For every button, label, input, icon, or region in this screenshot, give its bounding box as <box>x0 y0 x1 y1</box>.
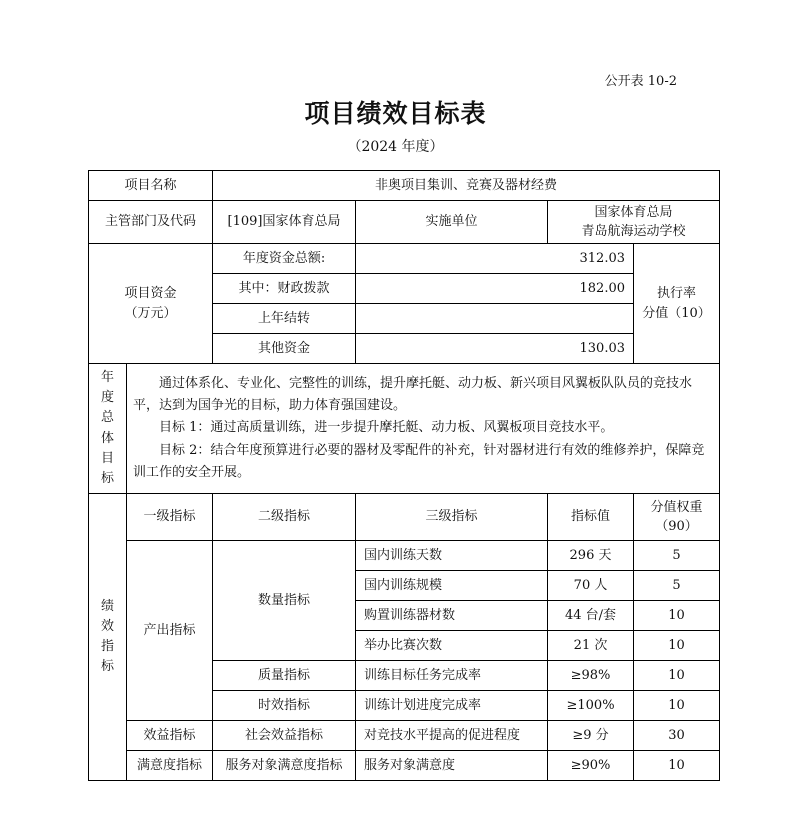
annual-goals-row <box>89 364 720 494</box>
indicator-name: 国内训练天数 <box>356 541 548 571</box>
indicator-value: ≥9 分 <box>548 721 634 751</box>
header-level2: 二级指标 <box>213 494 356 541</box>
implementing-unit-line2: 青岛航海运动学校 <box>581 224 686 239</box>
indicator-value: ≥98% <box>548 661 634 691</box>
table-row <box>89 541 720 571</box>
output-indicator-label: 产出指标 <box>127 541 213 721</box>
indicator-weight: 10 <box>634 661 720 691</box>
header-level1: 一级指标 <box>127 494 213 541</box>
indicators-label-char: 绩 <box>100 598 114 614</box>
indicator-weight: 10 <box>634 751 720 781</box>
indicator-weight: 30 <box>634 721 720 751</box>
header-value: 指标值 <box>548 494 634 541</box>
fund-fiscal-label: 其中：财政拨款 <box>213 274 356 304</box>
indicator-name: 国内训练规模 <box>356 571 548 601</box>
indicator-weight: 5 <box>634 571 720 601</box>
implementing-unit-line1: 国家体育总局 <box>594 204 673 220</box>
goals-label-char: 目 <box>100 450 114 466</box>
goals-label-char: 度 <box>100 390 114 406</box>
goals-paragraph: 目标 2：结合年度预算进行必要的器材及零配件的补充，针对器材进行有效的维修养护，保障竞训工作的安全开展。 <box>133 442 705 480</box>
performance-table <box>88 170 720 781</box>
fund-total-label: 年度资金总额: <box>213 244 356 274</box>
department-value: [109]国家体育总局 <box>213 201 356 244</box>
implementing-unit-value <box>548 201 720 244</box>
header-weight-line2: （90） <box>655 519 698 534</box>
fund-fiscal-value: 182.00 <box>356 274 634 304</box>
fund-carryover-value <box>356 304 634 334</box>
goals-label-char: 标 <box>100 470 114 486</box>
indicator-name: 对竞技水平提高的促进程度 <box>356 721 548 751</box>
document-year: （2024 年度） <box>347 139 444 155</box>
indicator-name: 训练目标任务完成率 <box>356 661 548 691</box>
indicator-name: 训练计划进度完成率 <box>356 691 548 721</box>
performance-indicators-label <box>89 494 127 781</box>
fund-other-value: 130.03 <box>356 334 634 364</box>
indicator-name: 购置训练器材数 <box>356 601 548 631</box>
funds-label-line1: 项目资金 <box>124 286 177 301</box>
header-weight-line1: 分值权重 <box>650 499 703 515</box>
fund-carryover-label: 上年结转 <box>213 304 356 334</box>
indicators-label-char: 效 <box>100 618 114 634</box>
fund-total-value: 312.03 <box>356 244 634 274</box>
execution-rate-line2: 分值（10） <box>642 305 711 321</box>
indicator-weight: 10 <box>634 631 720 661</box>
funds-row <box>89 244 720 274</box>
social-benefit-label: 社会效益指标 <box>213 721 356 751</box>
annual-goals-label <box>89 364 127 494</box>
service-satisfaction-label: 服务对象满意度指标 <box>213 751 356 781</box>
header-weight <box>634 494 720 541</box>
project-name-label: 项目名称 <box>89 171 213 201</box>
indicator-weight: 10 <box>634 691 720 721</box>
benefit-indicator-label: 效益指标 <box>127 721 213 751</box>
indicators-label-char: 标 <box>100 659 114 675</box>
goals-label-char: 年 <box>100 370 114 386</box>
quality-indicator-label: 质量指标 <box>213 661 356 691</box>
execution-rate-line1: 执行率 <box>657 286 697 301</box>
indicator-value: ≥100% <box>548 691 634 721</box>
table-row <box>89 721 720 751</box>
indicator-weight: 5 <box>634 541 720 571</box>
indicator-value: 70 人 <box>548 571 634 601</box>
indicator-header-row <box>89 494 720 541</box>
department-label: 主管部门及代码 <box>89 201 213 244</box>
goals-paragraph: 目标 1：通过高质量训练，进一步提升摩托艇、动力板、风翼板项目竞技水平。 <box>159 420 614 436</box>
implementing-unit-label: 实施单位 <box>356 201 548 244</box>
annual-goals-text <box>127 364 720 494</box>
indicator-value: 296 天 <box>548 541 634 571</box>
document-title: 项目绩效目标表 <box>304 99 487 128</box>
quantity-indicator-label: 数量指标 <box>213 541 356 661</box>
indicator-value: ≥90% <box>548 751 634 781</box>
indicator-weight: 10 <box>634 601 720 631</box>
timeliness-indicator-label: 时效指标 <box>213 691 356 721</box>
funds-label <box>89 244 213 364</box>
execution-rate-cell <box>634 244 720 364</box>
goals-paragraph: 通过体系化、专业化、完整性的训练，提升摩托艇、动力板、新兴项目风翼板队队员的竞技水平，达到为国争光的目标，助力体育强国建设。 <box>133 376 693 414</box>
goals-label-char: 体 <box>100 430 114 446</box>
goals-label-char: 总 <box>100 410 114 426</box>
header-level3: 三级指标 <box>356 494 548 541</box>
indicator-value: 21 次 <box>548 631 634 661</box>
indicator-name: 服务对象满意度 <box>356 751 548 781</box>
project-name-value: 非奥项目集训、竞赛及器材经费 <box>213 171 720 201</box>
satisfaction-indicator-label: 满意度指标 <box>127 751 213 781</box>
indicator-name: 举办比赛次数 <box>356 631 548 661</box>
department-row <box>89 201 720 244</box>
project-name-row <box>89 171 720 201</box>
indicator-value: 44 台/套 <box>548 601 634 631</box>
indicators-label-char: 指 <box>100 639 114 654</box>
funds-label-line2: （万元） <box>124 305 177 321</box>
table-row <box>89 751 720 781</box>
fund-other-label: 其他资金 <box>213 334 356 364</box>
form-code: 公开表 10-2 <box>604 74 677 89</box>
